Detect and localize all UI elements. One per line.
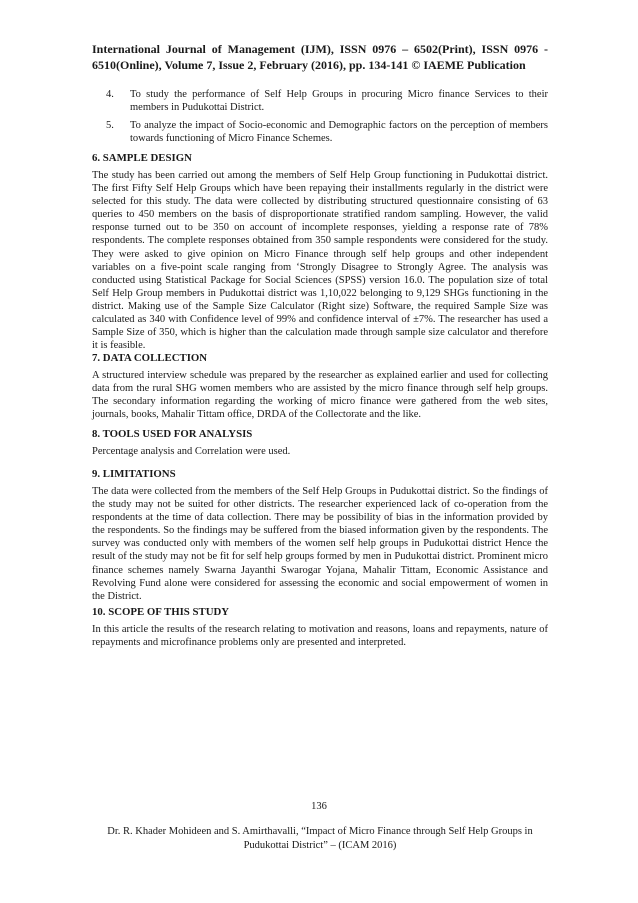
- section-heading: 9. LIMITATIONS: [92, 468, 176, 480]
- list-item-number: 4.: [106, 89, 114, 100]
- list-item-text: To analyze the impact of Socio-economic and Demographic factors on the perception of members towards functioning of Micro Finance Schemes.: [130, 120, 548, 145]
- section-body: The data were collected from the members of the Self Help Groups in Pudukottai district. So the findings of the study may not be suited for other districts. The researcher experienced lack of co-operation from the respondents at the time of data collection. There may be possibility of bias in the information provided by the respondents. So the findings may be suffered from the biased information given by the respondents. The survey was conducted only with members of the women self help groups in Pudukottai district Hence the result of the study may not be fit for self help groups formed by men in Pudukottai district. Prominent micro finance schemes namely Swarna Jayanthi Swarogar Yojana, Mahalir Tittam, Economic Assistance and Revolving Fund alone were considered for assessing the economic and social empowerment of women in the District.: [92, 486, 548, 602]
- section-scope: [92, 606, 548, 649]
- list-item: [92, 88, 548, 114]
- section-data-collection: [92, 352, 548, 421]
- list-item: [92, 119, 548, 145]
- section-body: The study has been carried out among the members of Self Help Group functioning in Pudukottai district. The first Fifty Self Help Groups which have been repaying their installments regularly in the district were selected for this study. The data were collected by distributing structured questionnaire consisting of 63 queries to 450 members on the basis of disproportionate stratified random sampling. However, the valid response turned out to be 350 on account of incomplete responses, yielding a response rate of 78% respondents. The complete responses obtained from 350 sample respondents were considered for the study. They were asked to give opinion on Micro Finance through self help groups and other independent variables on a five-point scale ranging from ‘Strongly Disagree to Strongly Agree. The analysis was conducted using Statistical Package for Social Sciences (SPSS) version 16.0. The population size of total Self Help Group members in Pudukottai district was 1,10,022 belonging to 9,129 SHGs functioning in the district. Making use of the Sample Size Calculator (Right size) Software, the required Sample Size was calculated as 340 with Confidence level of 99% and confidence interval of ±7%. The researcher has used a Sample Size of 350, which is higher than the calculation made through sample size calculator and therefore it is feasible.: [92, 170, 548, 352]
- section-heading: 8. TOOLS USED FOR ANALYSIS: [92, 428, 253, 440]
- section-sample-design: [92, 152, 548, 352]
- section-heading: 10. SCOPE OF THIS STUDY: [92, 606, 230, 618]
- section-limitations: [92, 468, 548, 603]
- section-heading: 6. SAMPLE DESIGN: [92, 152, 192, 164]
- page-number: 136: [311, 801, 327, 812]
- objectives-list: [92, 88, 548, 150]
- citation-footer: Dr. R. Khader Mohideen and S. Amirthavalli, “Impact of Micro Finance through Self Help Groups in Pudukottai District” – (ICAM 2016): [107, 826, 533, 851]
- list-item-number: 5.: [106, 120, 114, 132]
- section-body: In this article the results of the research relating to motivation and reasons, loans and repayments, nature of repayments and microfinance problems only are presented and interpreted.: [92, 624, 548, 649]
- section-body: A structured interview schedule was prepared by the researcher as explained earlier and used for collecting data from the rural SHG women members who are assisted by the micro finance through self help groups. The secondary information regarding the working of micro finance were gathered from the web sites, journals, books, Mahalir Tittam office, DRDA of the Collectorate and the like.: [92, 370, 548, 421]
- section-tools: [92, 428, 548, 458]
- journal-header: International Journal of Management (IJM), ISSN 0976 – 6502(Print), ISSN 0976 - 6510(Online), Volume 7, Issue 2, February (2016), pp. 134-141 © IAEME Publication: [92, 42, 548, 72]
- section-body: Percentage analysis and Correlation were used.: [92, 446, 291, 457]
- list-item-text: To study the performance of Self Help Groups in procuring Micro finance Services to their members in Pudukottai District.: [130, 89, 548, 114]
- section-heading: 7. DATA COLLECTION: [92, 352, 208, 364]
